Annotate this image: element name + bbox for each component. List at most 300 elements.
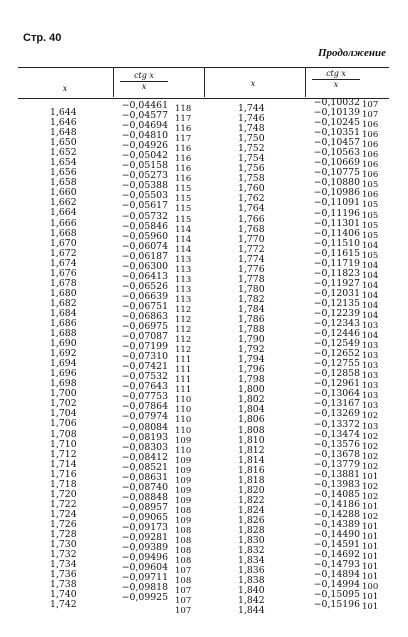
left-x-value: 1,706: [50, 418, 77, 430]
left-ctg-value: −0,08412: [121, 451, 168, 463]
right-ctg-value: −0,14389: [313, 518, 360, 530]
right-ctg-value: −0,13779: [313, 458, 360, 470]
left-ctg-value: −0,09389: [121, 542, 168, 554]
left-x-value: 1,692: [50, 348, 77, 360]
right-ctg-value: −0,14591: [313, 539, 360, 551]
left-x-value: 1,720: [50, 488, 77, 500]
header-x-right: x: [250, 79, 256, 88]
left-ctg-value: −0,09818: [121, 582, 168, 594]
right-ctg-value: −0,12135: [313, 297, 360, 309]
left-ctg-value: −0,05960: [121, 230, 168, 242]
right-x-value: 1,800: [238, 384, 265, 396]
left-ctg-value: −0,04694: [121, 120, 168, 132]
right-ctg-value: −0,10775: [313, 167, 360, 179]
left-ctg-value: −0,07532: [121, 371, 168, 383]
right-x-value: 1,774: [238, 253, 265, 265]
left-x-value: 1,644: [50, 107, 77, 118]
right-x-value: 1,784: [238, 303, 265, 315]
left-diff-value: 111: [175, 385, 192, 396]
left-x-value: 1,680: [50, 287, 77, 299]
right-x-value: 1,770: [238, 233, 265, 245]
left-ctg-value: −0,09173: [121, 521, 168, 533]
left-ctg-value: −0,06863: [121, 310, 168, 322]
left-diff-value: 112: [175, 304, 192, 315]
left-ctg-value: −0,08848: [121, 491, 168, 503]
left-ctg-value: −0,09711: [121, 572, 168, 584]
left-diff-value: 108: [175, 576, 192, 587]
right-x-value: 1,750: [238, 133, 265, 145]
left-ctg-value: −0,06975: [121, 321, 168, 333]
right-ctg-value: −0,14793: [313, 559, 360, 571]
left-diff-value: 109: [175, 485, 192, 496]
right-diff-value: 101: [362, 521, 379, 532]
right-diff-value: 107: [362, 100, 379, 110]
left-diff-value: 108: [175, 505, 192, 516]
left-diff-column: [175, 104, 191, 616]
header-ctg-bottom-right: x: [333, 80, 339, 89]
right-x-value: 1,826: [238, 514, 265, 526]
right-x-value: 1,808: [238, 424, 265, 436]
right-ctg-value: −0,13372: [313, 418, 360, 430]
right-diff-column: [362, 100, 378, 612]
left-diff-value: 108: [175, 556, 192, 567]
right-ctg-value: −0,13167: [313, 398, 360, 410]
right-diff-value: 101: [362, 572, 379, 583]
right-ctg-value: −0,10563: [313, 147, 360, 159]
right-diff-value: 106: [362, 150, 379, 161]
left-diff-value: 110: [175, 425, 192, 436]
left-ctg-column: [120, 101, 168, 603]
left-diff-value: 110: [175, 405, 192, 416]
right-diff-value: 102: [362, 431, 379, 442]
left-diff-value: 116: [175, 174, 192, 185]
left-ctg-value: −0,09065: [121, 511, 168, 523]
left-diff-value: 110: [175, 445, 192, 456]
right-diff-value: 104: [362, 260, 379, 271]
left-x-value: 1,734: [50, 559, 77, 571]
left-ctg-value: −0,07310: [121, 351, 168, 363]
right-diff-value: 105: [362, 230, 379, 241]
left-ctg-value: −0,06187: [121, 250, 168, 262]
right-ctg-value: −0,10880: [313, 177, 360, 189]
right-diff-value: 101: [362, 602, 379, 613]
left-x-value: 1,704: [50, 408, 77, 420]
right-diff-value: 101: [362, 532, 379, 543]
right-diff-value: 103: [362, 351, 379, 362]
left-diff-value: 111: [175, 375, 192, 386]
left-diff-value: 108: [175, 546, 192, 557]
right-diff-value: 101: [362, 542, 379, 553]
right-x-value: 1,766: [238, 213, 265, 225]
left-x-value: 1,716: [50, 468, 77, 480]
header-divider-3: [305, 67, 306, 97]
header-ctg-bottom-left: x: [141, 82, 147, 91]
header-x-left: x: [62, 84, 68, 93]
left-diff-value: 108: [175, 536, 192, 547]
right-ctg-value: −0,13881: [313, 468, 360, 480]
right-x-value: 1,786: [238, 313, 265, 325]
right-x-value: 1,764: [238, 203, 265, 215]
right-ctg-value: −0,12239: [313, 307, 360, 319]
right-diff-value: 103: [362, 421, 379, 432]
left-x-value: 1,688: [50, 328, 77, 340]
right-ctg-value: −0,11615: [313, 247, 360, 259]
header-divider-1: [113, 67, 114, 97]
right-x-value: 1,758: [238, 173, 265, 185]
left-x-value: 1,670: [50, 237, 77, 249]
left-diff-value: 109: [175, 515, 192, 526]
left-x-value: 1,712: [50, 448, 77, 460]
left-ctg-value: −0,08303: [121, 441, 168, 453]
right-x-value: 1,746: [238, 113, 265, 125]
right-diff-value: 101: [362, 471, 379, 482]
left-ctg-value: −0,08521: [121, 461, 168, 473]
left-ctg-value: −0,06526: [121, 280, 168, 292]
left-x-value: 1,646: [50, 117, 77, 129]
header-ctg-top-left: ctg x: [134, 71, 154, 80]
page-label: Стр. 40: [23, 32, 62, 44]
right-ctg-value: −0,13678: [313, 448, 360, 460]
header-divider-2: [204, 67, 205, 97]
right-x-value: 1,816: [238, 464, 265, 476]
right-x-column: [238, 104, 278, 616]
right-diff-value: 104: [362, 331, 379, 342]
right-x-value: 1,806: [238, 414, 265, 426]
left-diff-value: 114: [175, 244, 192, 255]
right-diff-value: 102: [362, 511, 379, 522]
right-diff-value: 103: [362, 401, 379, 412]
right-x-value: 1,810: [238, 434, 265, 446]
right-diff-value: 102: [362, 481, 379, 492]
right-x-value: 1,796: [238, 364, 265, 376]
header-ctg-top-right: ctg x: [326, 69, 346, 78]
right-diff-value: 104: [362, 300, 379, 311]
left-ctg-value: −0,05617: [121, 200, 168, 212]
left-ctg-value: −0,07864: [121, 401, 168, 413]
right-diff-value: 106: [362, 170, 379, 181]
right-x-value: 1,792: [238, 344, 265, 356]
left-diff-value: 113: [175, 274, 192, 285]
right-x-value: 1,824: [238, 504, 265, 516]
left-diff-value: 115: [175, 184, 192, 195]
left-ctg-value: −0,06751: [121, 300, 168, 312]
right-x-value: 1,762: [238, 193, 265, 205]
right-diff-value: 101: [362, 501, 379, 512]
left-ctg-value: −0,05503: [121, 190, 168, 202]
left-ctg-value: −0,08631: [121, 471, 168, 483]
right-ctg-value: −0,11510: [313, 237, 360, 249]
left-ctg-value: −0,05732: [121, 210, 168, 222]
right-ctg-value: −0,15196: [313, 599, 360, 611]
left-ctg-value: −0,07199: [121, 341, 168, 353]
left-diff-value: 112: [175, 325, 192, 336]
left-ctg-value: −0,07753: [121, 391, 168, 403]
left-diff-value: 113: [175, 294, 192, 305]
left-ctg-value: −0,05846: [121, 220, 168, 232]
left-x-value: 1,672: [50, 247, 77, 259]
right-ctg-value: −0,10457: [313, 137, 360, 149]
right-diff-value: 100: [362, 582, 379, 593]
right-diff-value: 106: [362, 190, 379, 201]
right-diff-value: 104: [362, 280, 379, 291]
right-diff-value: 106: [362, 130, 379, 141]
left-diff-value: 113: [175, 254, 192, 265]
left-ctg-value: −0,07974: [121, 411, 168, 423]
right-ctg-value: −0,13474: [313, 428, 360, 440]
left-x-value: 1,650: [50, 137, 77, 149]
right-x-value: 1,744: [238, 103, 265, 114]
right-ctg-value: −0,14288: [313, 508, 360, 520]
left-diff-value: 117: [175, 134, 192, 145]
right-diff-value: 104: [362, 290, 379, 301]
right-x-value: 1,828: [238, 524, 265, 536]
left-diff-value: 113: [175, 284, 192, 295]
right-ctg-value: −0,12652: [313, 348, 360, 360]
right-diff-value: 106: [362, 160, 379, 171]
right-ctg-value: −0,13983: [313, 478, 360, 490]
left-x-value: 1,740: [50, 589, 77, 601]
right-ctg-value: −0,11196: [313, 207, 360, 219]
left-diff-value: 112: [175, 314, 192, 325]
right-x-value: 1,756: [238, 163, 265, 175]
right-x-value: 1,782: [238, 293, 265, 305]
left-diff-value: 111: [175, 365, 192, 376]
left-x-value: 1,652: [50, 147, 77, 159]
right-x-value: 1,840: [238, 585, 265, 597]
right-x-value: 1,768: [238, 223, 265, 235]
left-diff-value: 109: [175, 435, 192, 446]
right-x-value: 1,772: [238, 243, 265, 255]
left-diff-value: 109: [175, 475, 192, 486]
left-ctg-value: −0,07421: [121, 361, 168, 373]
right-x-value: 1,754: [238, 153, 265, 165]
right-ctg-value: −0,11927: [313, 277, 360, 289]
left-diff-value: 107: [175, 586, 192, 597]
right-x-value: 1,838: [238, 575, 265, 587]
continuation-label: Продолжение: [317, 47, 386, 59]
left-x-value: 1,736: [50, 569, 77, 581]
left-x-value: 1,724: [50, 508, 77, 520]
right-ctg-value: −0,10245: [313, 117, 360, 129]
right-x-value: 1,790: [238, 334, 265, 346]
left-ctg-value: −0,05273: [121, 170, 168, 182]
right-diff-value: 103: [362, 391, 379, 402]
right-x-value: 1,802: [238, 394, 265, 406]
right-ctg-value: −0,13576: [313, 438, 360, 450]
left-diff-value: 117: [175, 114, 192, 125]
left-diff-value: 107: [175, 566, 192, 577]
left-ctg-value: −0,08193: [121, 431, 168, 443]
right-ctg-value: −0,14994: [313, 579, 360, 591]
right-diff-value: 106: [362, 120, 379, 131]
left-ctg-value: −0,04810: [121, 130, 168, 142]
left-x-value: 1,742: [50, 599, 77, 611]
left-x-value: 1,658: [50, 177, 77, 189]
left-x-value: 1,710: [50, 438, 77, 450]
right-diff-value: 103: [362, 361, 379, 372]
right-diff-value: 104: [362, 240, 379, 251]
right-ctg-value: −0,11301: [313, 217, 360, 229]
left-x-value: 1,726: [50, 518, 77, 530]
right-ctg-value: −0,10139: [313, 107, 360, 119]
right-ctg-value: −0,14490: [313, 529, 360, 541]
right-x-value: 1,834: [238, 555, 265, 567]
right-diff-value: 102: [362, 461, 379, 472]
right-ctg-value: −0,12755: [313, 358, 360, 370]
left-diff-value: 118: [175, 104, 192, 114]
right-x-value: 1,780: [238, 283, 265, 295]
left-ctg-value: −0,06074: [121, 240, 168, 252]
right-diff-value: 102: [362, 491, 379, 502]
left-x-value: 1,696: [50, 368, 77, 380]
left-diff-value: 107: [175, 606, 192, 617]
right-diff-value: 102: [362, 451, 379, 462]
left-x-value: 1,708: [50, 428, 77, 440]
right-diff-value: 103: [362, 381, 379, 392]
left-diff-value: 111: [175, 355, 192, 366]
right-diff-value: 104: [362, 270, 379, 281]
right-ctg-value: −0,11091: [313, 197, 360, 209]
right-diff-value: 103: [362, 371, 379, 382]
left-diff-value: 116: [175, 124, 192, 135]
left-x-value: 1,732: [50, 549, 77, 561]
right-ctg-value: −0,10032: [313, 97, 360, 108]
left-diff-value: 116: [175, 154, 192, 165]
right-x-value: 1,798: [238, 374, 265, 386]
left-diff-value: 108: [175, 525, 192, 536]
left-ctg-value: −0,05388: [121, 180, 168, 192]
right-diff-value: 102: [362, 441, 379, 452]
right-x-value: 1,836: [238, 565, 265, 577]
right-diff-value: 105: [362, 250, 379, 261]
left-x-value: 1,698: [50, 378, 77, 390]
left-x-column: [50, 108, 90, 610]
right-diff-value: 101: [362, 552, 379, 563]
right-ctg-value: −0,11406: [313, 227, 360, 239]
left-x-value: 1,648: [50, 127, 77, 139]
left-diff-value: 112: [175, 345, 192, 356]
right-diff-value: 105: [362, 200, 379, 211]
left-x-value: 1,666: [50, 217, 77, 229]
right-ctg-value: −0,12858: [313, 368, 360, 380]
left-diff-value: 114: [175, 234, 192, 245]
left-x-value: 1,660: [50, 187, 77, 199]
right-ctg-value: −0,11823: [313, 267, 360, 279]
left-x-value: 1,676: [50, 267, 77, 279]
right-x-value: 1,814: [238, 454, 265, 466]
right-x-value: 1,752: [238, 143, 265, 155]
left-x-value: 1,678: [50, 277, 77, 289]
right-diff-value: 101: [362, 592, 379, 603]
left-ctg-value: −0,08957: [121, 501, 168, 513]
left-x-value: 1,656: [50, 167, 77, 179]
right-ctg-value: −0,14186: [313, 498, 360, 510]
right-x-value: 1,820: [238, 484, 265, 496]
left-ctg-value: −0,05042: [121, 150, 168, 162]
left-x-value: 1,690: [50, 338, 77, 350]
left-ctg-value: −0,08084: [121, 421, 168, 433]
left-x-value: 1,668: [50, 227, 77, 239]
left-ctg-value: −0,09496: [121, 552, 168, 564]
left-x-value: 1,654: [50, 157, 77, 169]
right-x-value: 1,822: [238, 494, 265, 506]
right-x-value: 1,844: [238, 605, 265, 617]
left-ctg-value: −0,06300: [121, 260, 168, 272]
left-diff-value: 110: [175, 395, 192, 406]
right-x-value: 1,760: [238, 183, 265, 195]
right-diff-value: 102: [362, 411, 379, 422]
right-diff-value: 107: [362, 110, 379, 121]
right-ctg-value: −0,10986: [313, 187, 360, 199]
left-ctg-value: −0,09281: [121, 532, 168, 544]
right-ctg-value: −0,14894: [313, 569, 360, 581]
right-ctg-value: −0,13269: [313, 408, 360, 420]
right-x-value: 1,794: [238, 354, 265, 366]
right-ctg-value: −0,12343: [313, 318, 360, 330]
left-x-value: 1,714: [50, 458, 77, 470]
left-diff-value: 115: [175, 204, 192, 215]
left-x-value: 1,664: [50, 207, 77, 219]
left-ctg-value: −0,04461: [121, 100, 168, 111]
right-ctg-value: −0,12961: [313, 378, 360, 390]
right-diff-value: 103: [362, 321, 379, 332]
left-x-value: 1,694: [50, 358, 77, 370]
left-ctg-value: −0,06639: [121, 290, 168, 302]
left-x-value: 1,702: [50, 398, 77, 410]
right-ctg-value: −0,11719: [313, 257, 360, 269]
right-diff-value: 106: [362, 140, 379, 151]
right-ctg-column: [312, 98, 360, 610]
right-ctg-value: −0,10351: [313, 127, 360, 139]
left-diff-value: 114: [175, 224, 192, 235]
left-x-value: 1,686: [50, 317, 77, 329]
left-diff-value: 116: [175, 164, 192, 175]
right-x-value: 1,748: [238, 123, 265, 135]
left-ctg-value: −0,07643: [121, 381, 168, 393]
left-x-value: 1,722: [50, 498, 77, 510]
right-ctg-value: −0,15095: [313, 589, 360, 601]
right-diff-value: 105: [362, 210, 379, 221]
left-diff-value: 109: [175, 495, 192, 506]
left-ctg-value: −0,05158: [121, 160, 168, 172]
left-ctg-value: −0,09604: [121, 562, 168, 574]
right-x-value: 1,812: [238, 444, 265, 456]
right-diff-value: 105: [362, 220, 379, 231]
left-ctg-value: −0,08740: [121, 481, 168, 493]
left-x-value: 1,662: [50, 197, 77, 209]
left-diff-value: 107: [175, 596, 192, 607]
left-x-value: 1,684: [50, 307, 77, 319]
right-x-value: 1,830: [238, 535, 265, 547]
left-x-value: 1,738: [50, 579, 77, 591]
left-ctg-value: −0,07087: [121, 331, 168, 343]
right-x-value: 1,788: [238, 324, 265, 336]
left-ctg-value: −0,04577: [121, 110, 168, 122]
right-ctg-value: −0,12446: [313, 328, 360, 340]
right-ctg-value: −0,14692: [313, 549, 360, 561]
right-diff-value: 103: [362, 341, 379, 352]
left-ctg-value: −0,06413: [121, 270, 168, 282]
right-ctg-value: −0,12031: [313, 287, 360, 299]
left-x-value: 1,718: [50, 478, 77, 490]
left-ctg-value: −0,04926: [121, 140, 168, 152]
left-diff-value: 116: [175, 144, 192, 155]
left-diff-value: 109: [175, 455, 192, 466]
right-x-value: 1,778: [238, 273, 265, 285]
right-x-value: 1,832: [238, 545, 265, 557]
right-x-value: 1,804: [238, 404, 265, 416]
left-diff-value: 112: [175, 335, 192, 346]
